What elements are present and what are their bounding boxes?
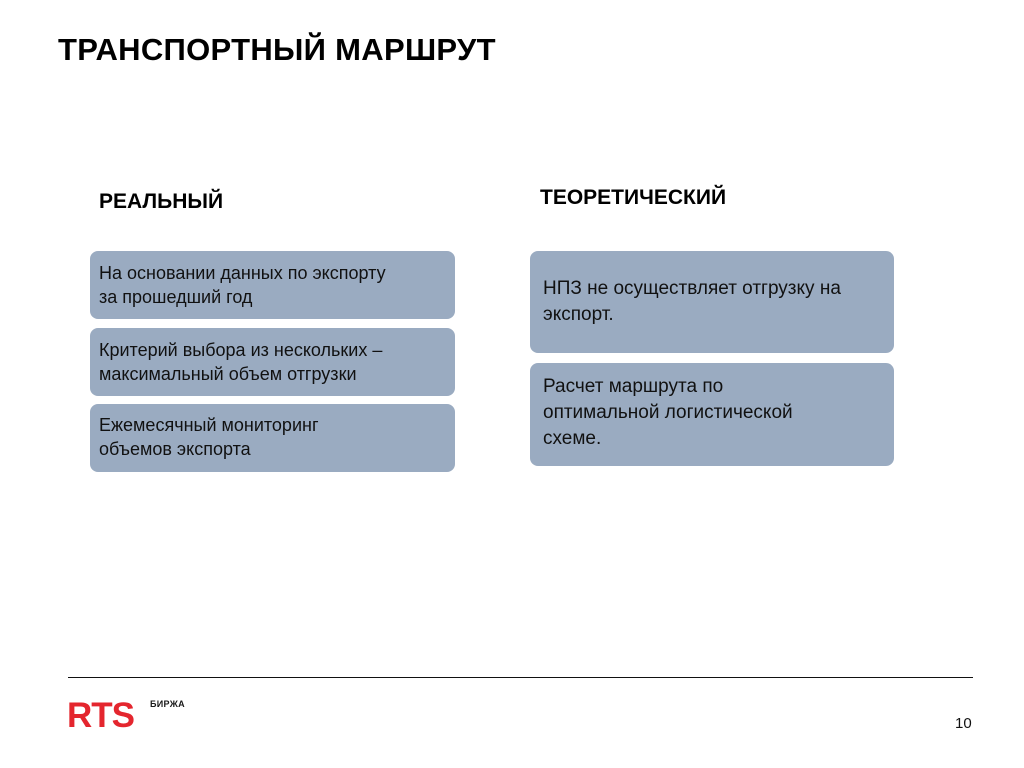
real-item-box bbox=[90, 328, 455, 396]
real-item-text: На основании данных по экспорту за прошедший год bbox=[99, 263, 386, 307]
slide-title: ТРАНСПОРТНЫЙ МАРШРУТ bbox=[58, 32, 496, 67]
real-item-text: Критерий выбора из нескольких – максимальный объем отгрузки bbox=[99, 340, 383, 384]
column-heading-real: РЕАЛЬНЫЙ bbox=[99, 190, 224, 213]
real-item-box bbox=[90, 251, 455, 319]
theoretical-item-text: Расчет маршрута по оптимальной логистической схеме. bbox=[543, 376, 793, 449]
footer-divider bbox=[68, 677, 973, 678]
page-number: 10 bbox=[955, 715, 972, 732]
column-heading-theoretical: ТЕОРЕТИЧЕСКИЙ bbox=[540, 186, 727, 209]
real-item-text: Ежемесячный мониторинг объемов экспорта bbox=[99, 415, 319, 459]
theoretical-item-box bbox=[530, 363, 894, 466]
real-item-box bbox=[90, 404, 455, 472]
theoretical-item-text: НПЗ не осуществляет отгрузку на экспорт. bbox=[543, 278, 841, 325]
theoretical-item-box bbox=[530, 251, 894, 353]
logo-subtitle: БИРЖА bbox=[150, 699, 185, 709]
logo-mark: RTS bbox=[67, 696, 134, 735]
rts-logo bbox=[67, 696, 197, 739]
